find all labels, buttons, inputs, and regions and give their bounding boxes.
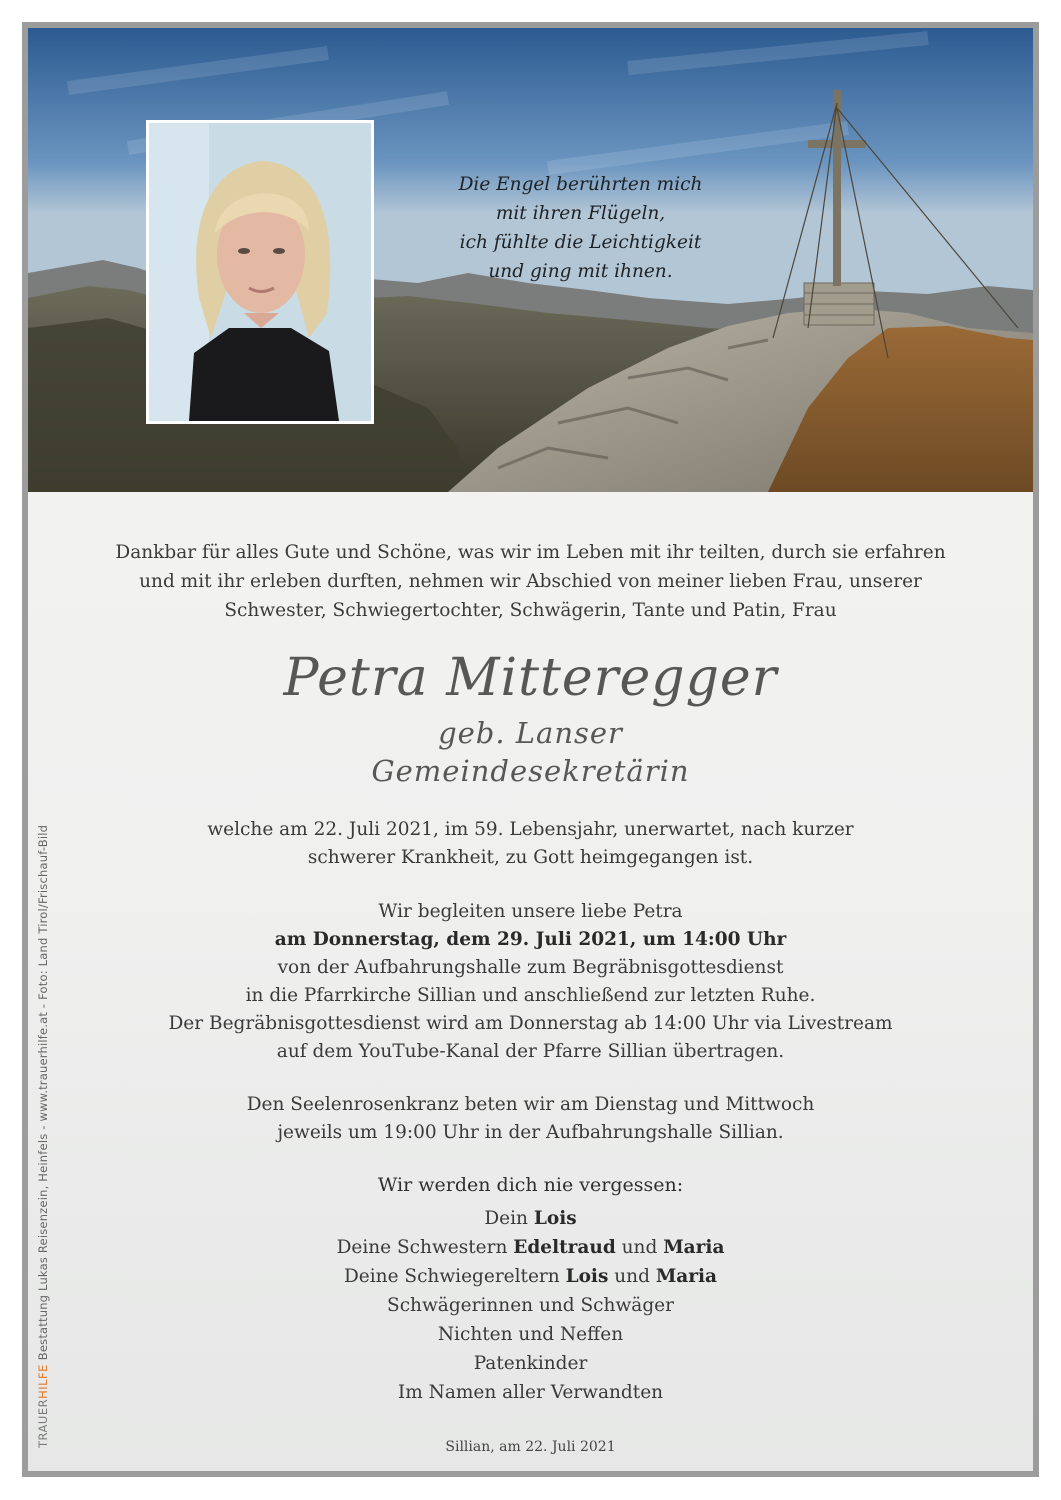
mountain-summit-photo — [28, 28, 1033, 492]
quote-line: und ging mit ihnen. — [488, 261, 673, 282]
mourner-name: Maria — [663, 1237, 725, 1258]
mourner-name: Lois — [533, 1208, 577, 1229]
service-line: auf dem YouTube-Kanal der Pfarre Sillian übertragen. — [276, 1041, 785, 1062]
mourner-line: Patenkinder — [473, 1353, 588, 1374]
intro-line: Schwester, Schwiegertochter, Schwägerin, Tante und Patin, Frau — [224, 600, 837, 621]
mourner-name: Edeltraud — [513, 1237, 616, 1258]
mourner-line: Nichten und Neffen — [437, 1324, 624, 1345]
maiden-name: geb. Lanser — [438, 716, 623, 750]
service-line: Wir begleiten unsere liebe Petra — [378, 901, 683, 922]
deceased-name: Petra Mitteregger — [283, 648, 778, 708]
intro-line: Dankbar für alles Gute und Schöne, was wir im Leben mit ihr teilten, durch sie erfahren — [115, 542, 946, 563]
mourners-list — [88, 1171, 973, 1407]
mourner-name: Maria — [655, 1266, 718, 1287]
service-line: in die Pfarrkirche Sillian und anschließend zur letzten Ruhe. — [245, 985, 816, 1006]
memorial-quote — [408, 170, 753, 286]
place-and-date: Sillian, am 22. Juli 2021 — [445, 1439, 616, 1455]
service-date: am Donnerstag, dem 29. Juli 2021, um 14:00 Uhr — [274, 929, 787, 950]
mourner-line — [88, 1262, 973, 1291]
mourner-line: Im Namen aller Verwandten — [397, 1382, 664, 1403]
mourner-name: Lois — [565, 1266, 609, 1287]
portrait-photo — [146, 120, 374, 424]
obituary-card — [22, 22, 1039, 1477]
mourner-relation: Dein — [484, 1208, 534, 1229]
intro-text — [88, 538, 973, 625]
mourner-relation: Deine Schwestern — [336, 1237, 514, 1258]
mourner-line — [88, 1233, 973, 1262]
death-line: welche am 22. Juli 2021, im 59. Lebensjahr, unerwartet, nach kurzer — [207, 819, 854, 840]
quote-line: Die Engel berührten mich — [458, 174, 703, 195]
rosary-line: jeweils um 19:00 Uhr in der Aufbahrungshalle Sillian. — [277, 1122, 784, 1143]
photo-credit — [36, 825, 50, 1448]
rosary-line: Den Seelenrosenkranz beten wir am Dienstag und Mittwoch — [246, 1094, 815, 1115]
mourner-conjunction: und — [615, 1237, 664, 1258]
service-line: Der Begräbnisgottesdienst wird am Donnerstag ab 14:00 Uhr via Livestream — [168, 1013, 893, 1034]
quote-line: ich fühlte die Leichtigkeit — [459, 232, 702, 253]
service-line: von der Aufbahrungshalle zum Begräbnisgottesdienst — [277, 957, 784, 978]
portrait-image — [149, 123, 371, 421]
occupation: Gemeindesekretärin — [371, 754, 690, 788]
mourner-line — [88, 1204, 973, 1233]
quote-line: mit ihren Flügeln, — [495, 203, 666, 224]
brand-name-accent: HILFE — [36, 1364, 50, 1399]
mourner-line: Schwägerinnen und Schwäger — [387, 1295, 674, 1316]
funeral-service-info — [88, 898, 973, 1066]
mourner-conjunction: und — [608, 1266, 656, 1287]
intro-line: und mit ihr erleben durften, nehmen wir Abschied von meiner lieben Frau, unserer — [139, 571, 922, 592]
mourners-heading: Wir werden dich nie vergessen: — [377, 1174, 684, 1196]
brand-name: TRAUER — [36, 1398, 50, 1448]
death-notice — [88, 816, 973, 872]
death-line: schwerer Krankheit, zu Gott heimgegangen ist. — [307, 847, 754, 868]
mourner-relation: Deine Schwiegereltern — [343, 1266, 566, 1287]
credit-text: Bestattung Lukas Reisenzein, Heinfels - www.trauerhilfe.at - Foto: Land Tirol/Frischauf-Bild — [36, 824, 50, 1365]
rosary-info — [88, 1091, 973, 1147]
